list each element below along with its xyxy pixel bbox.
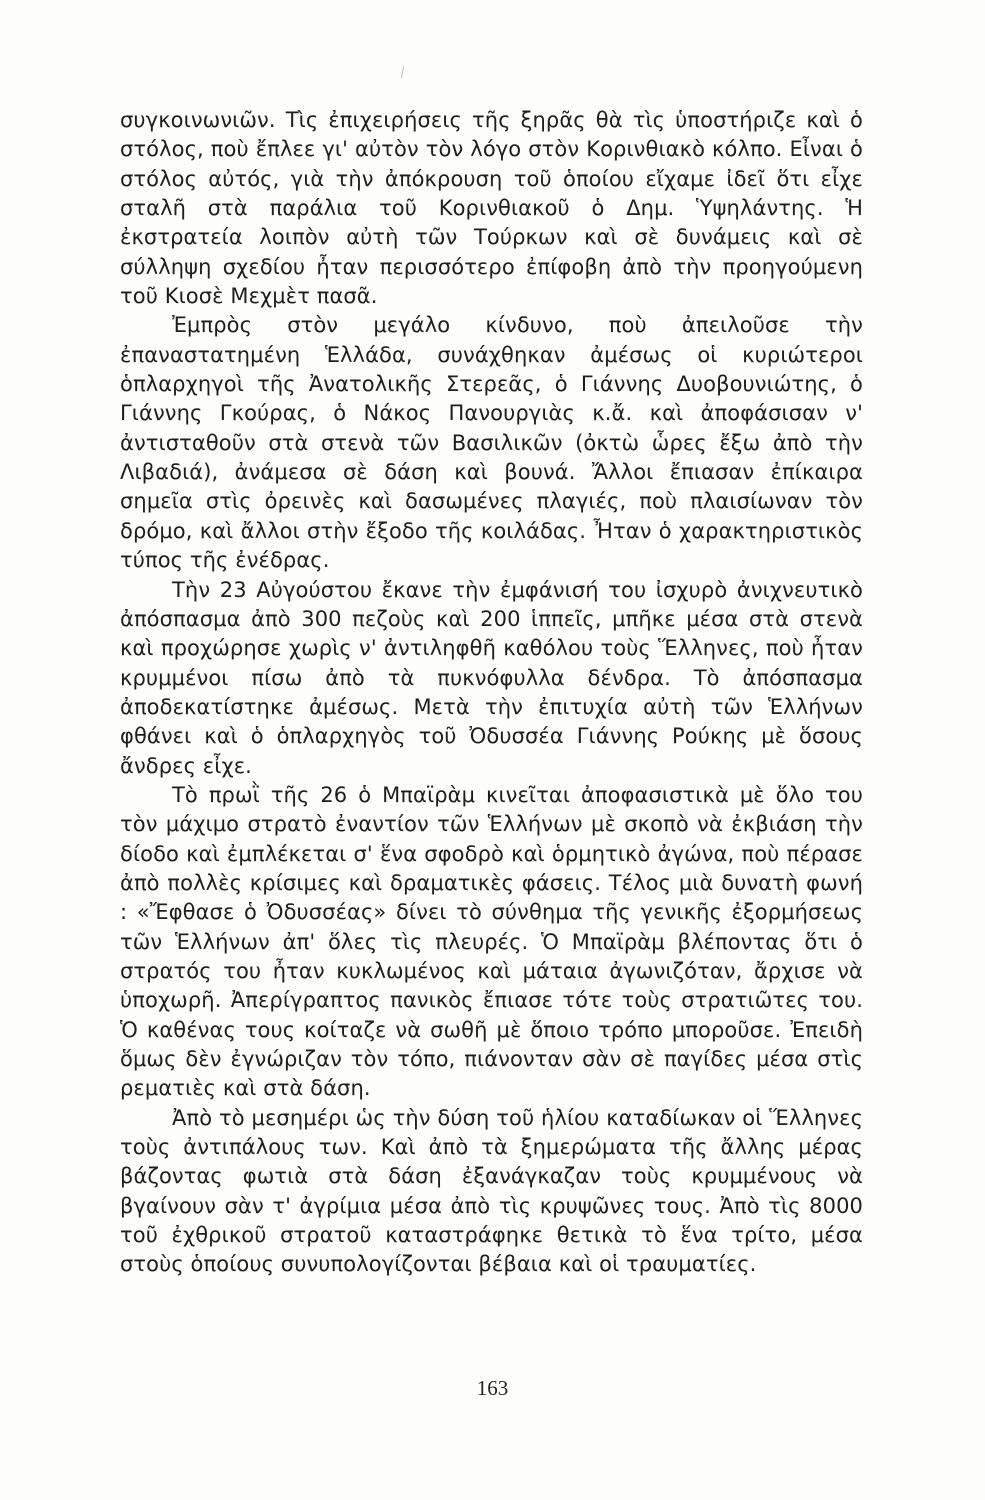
body-text (120, 106, 863, 1280)
paragraph: Ἀπὸ τὸ μεσημέρι ὡς τὴν δύση τοῦ ἡλίου καταδίωκαν οἱ Ἕλληνες τοὺς ἀντιπάλους των. Καὶ ἀπὸ τὰ ξημερώματα τῆς ἄλλης μέρας βάζοντας φωτιὰ στὰ δάση ἐξανάγκαζαν τοὺς κρυμμένους νὰ βγαίνουν σὰν τ' ἀγρίμια μέσα ἀπὸ τὶς κρυψῶνες τους. Ἀπὸ τὶς 8000 τοῦ ἐχθρικοῦ στρατοῦ καταστράφηκε θετικὰ τὸ ἕνα τρίτο, μέσα στοὺς ὁποίους συνυπολογίζονται βέβαια καὶ οἱ τραυματίες. (120, 1105, 863, 1277)
scan-mark (401, 66, 404, 78)
paragraph: Τὴν 23 Αὐγούστου ἔκανε τὴν ἐμφάνισή του ἰσχυρὸ ἀνιχνευτικὸ ἀπόσπασμα ἀπὸ 300 πεζοὺς καὶ 200 ἱππεῖς, μπῆκε μέσα στὰ στενὰ καὶ προχώρησε χωρὶς ν' ἀντιληφθῆ καθόλου τοὺς Ἕλληνες, ποὺ ἦταν κρυμμένοι πίσω ἀπὸ τὰ πυκνόφυλλα δένδρα. Τὸ ἀπόσπασμα ἀποδεκατίστηκε ἀμέσως. Μετὰ τὴν ἐπιτυχία αὐτὴ τῶν Ἑλλήνων φθάνει καὶ ὁ ὁπλαρχηγὸς τοῦ Ὀδυσσέα Γιάννης Ρούκης μὲ ὅσους ἄνδρες εἶχε. (120, 577, 863, 778)
page-number: 163 (476, 1376, 509, 1400)
paragraph: Ἐμπρὸς στὸν μεγάλο κίνδυνο, ποὺ ἀπειλοῦσε τὴν ἐπαναστατημένη Ἑλλάδα, συνάχθηκαν ἀμέσως οἱ κυριώτεροι ὁπλαρχηγοὶ τῆς Ἀνατολικῆς Στερεᾶς, ὁ Γιάννης Δυοβουνιώτης, ὁ Γιάννης Γκούρας, ὁ Νάκος Πανουργιὰς κ.ἄ. καὶ ἀποφάσισαν ν' ἀντισταθοῦν στὰ στενὰ τῶν Βασιλικῶν (ὀκτὼ ὧρες ἔξω ἀπὸ τὴν Λιβαδιά), ἀνάμεσα σὲ δάση καὶ βουνά. Ἄλλοι ἔπιασαν ἐπίκαιρα σημεῖα στὶς ὀρεινὲς καὶ δασωμένες πλαγιές, ποὺ πλαισίωναν τὸν δρόμο, καὶ ἄλλοι στὴν ἔξοδο τῆς κοιλάδας. Ἦταν ὁ χαρακτηριστικὸς τύπος τῆς ἐνέδρας. (120, 313, 863, 573)
paragraph: Τὸ πρωῒ τῆς 26 ὁ Μπαϊρὰμ κινεῖται ἀποφασιστικὰ μὲ ὅλο του τὸν μάχιμο στρατὸ ἐναντίον τῶν Ἑλλήνων μὲ σκοπὸ νὰ ἐκβιάση τὴν δίοδο καὶ ἐμπλέκεται σ' ἕνα σφοδρὸ καὶ ὁρμητικὸ ἀγώνα, ποὺ πέρασε ἀπὸ πολλὲς κρίσιμες καὶ δραματικὲς φάσεις. Τέλος μιὰ δυνατὴ φωνή : «Ἔφθασε ὁ Ὀδυσσέας» δίνει τὸ σύνθημα τῆς γενικῆς ἐξορμήσεως τῶν Ἑλλήνων ἀπ' ὅλες τὶς πλευρές. Ὁ Μπαϊρὰμ βλέποντας ὅτι ὁ στρατός του ἦταν κυκλωμένος καὶ μάταια ἀγωνιζόταν, ἄρχισε νὰ ὑποχωρῆ. Ἀπερίγραπτος πανικὸς ἔπιασε τότε τοὺς στρατιῶτες του. Ὁ καθένας τους κοίταζε νὰ σωθῆ μὲ ὅποιο τρόπο μποροῦσε. Ἐπειδὴ ὅμως δὲν ἐγνώριζαν τὸν τόπο, πιάνονταν σὰν σὲ παγίδες μέσα στὶς ρεματιὲς καὶ στὰ δάση. (120, 782, 863, 1101)
paragraph: συγκοινωνιῶν. Τὶς ἐπιχειρήσεις τῆς ξηρᾶς θὰ τὶς ὑποστήριζε καὶ ὁ στόλος, ποὺ ἔπλεε γι' αὐτὸν τὸν λόγο στὸν Κορινθιακὸ κόλπο. Εἶναι ὁ στόλος αὐτός, γιὰ τὴν ἀπόκρουση τοῦ ὁποίου εἴχαμε ἰδεῖ ὅτι εἶχε σταλῆ στὰ παράλια τοῦ Κορινθιακοῦ ὁ Δημ. Ὑψηλάντης. Ἡ ἐκστρατεία λοιπὸν αὐτὴ τῶν Τούρκων καὶ σὲ δυνάμεις καὶ σὲ σύλληψη σχεδίου ἦταν περισσότερο ἐπίφοβη ἀπὸ τὴν προηγούμενη τοῦ Κιοσὲ Μεχμὲτ πασᾶ. (120, 108, 863, 309)
